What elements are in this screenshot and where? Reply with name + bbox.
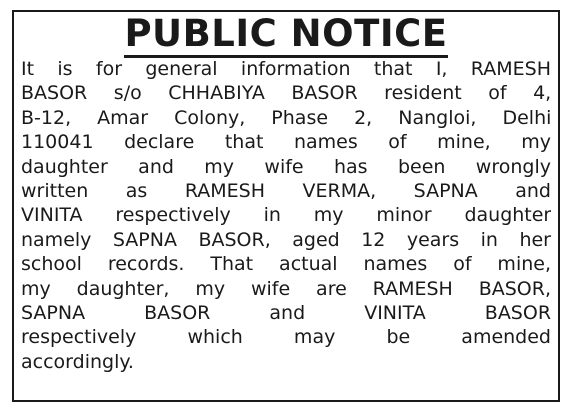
public-notice-box [12,10,560,402]
notice-line: B-12, Amar Colony, Phase 2, Nangloi, Delhi [21,106,551,129]
notice-line: SAPNA BASOR and VINITA BASOR [21,301,551,324]
notice-line: VINITA respectively in my minor daughter [21,204,551,227]
notice-line: school records. That actual names of mine, [21,253,551,276]
notice-body [21,57,551,374]
notice-line: written as RAMESH VERMA, SAPNA and [21,179,551,202]
notice-line: namely SAPNA BASOR, aged 12 years in her [21,228,551,251]
notice-line: It is for general information that I, RAMESH [21,58,551,80]
notice-title [14,12,558,56]
notice-line: 110041 declare that names of mine, my [21,131,551,154]
notice-line: daughter and my wife has been wrongly [21,155,551,178]
notice-line: my daughter, my wife are RAMESH BASOR, [21,277,551,300]
notice-line: respectively which may be amended [21,326,551,349]
notice-title-text: PUBLIC NOTICE [124,12,447,58]
notice-line: accordingly. [21,350,134,373]
notice-line: BASOR s/o CHHABIYA BASOR resident of 4, [21,82,551,105]
